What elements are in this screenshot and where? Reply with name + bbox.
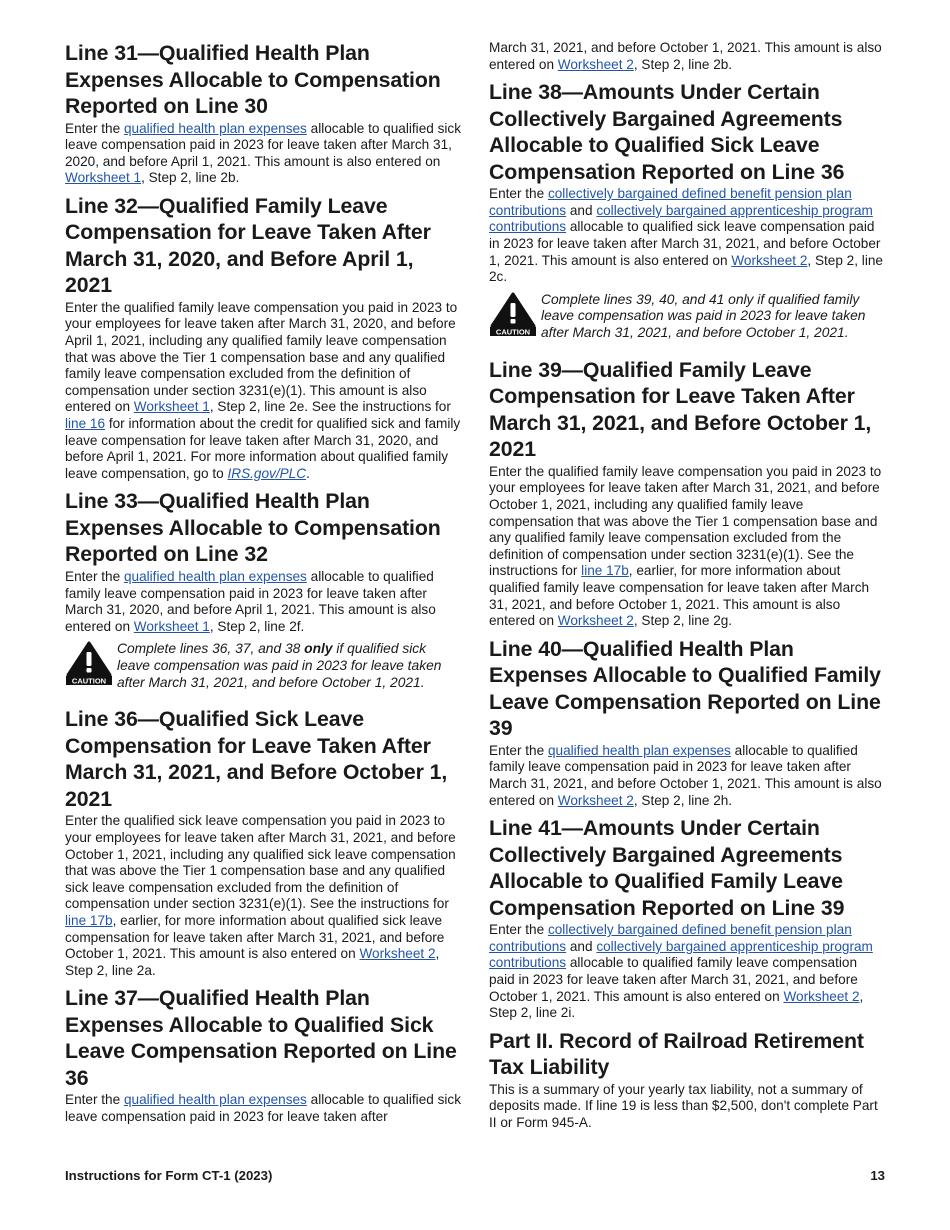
body-part-ii: This is a summary of your yearly tax liability, not a summary of deposits made. If line 19 is less than $2,500, don't complete Part II or Form 945-A. — [489, 1081, 878, 1130]
link-cb-pension-contributions[interactable]: collectively bargained defined benefit pension plan contributions — [489, 186, 852, 218]
link-worksheet-2[interactable]: Worksheet 2 — [557, 792, 634, 808]
link-qualified-health-plan-expenses[interactable]: qualified health plan expenses — [123, 120, 307, 136]
body-line-31: Enter the qualified health plan expenses allocable to qualified sick leave compensation paid in 2023 for leave taken after March 31, 2020, and before April 1, 2021. This amount is also entered on Worksheet 1, Step 2, line 2b. — [65, 120, 462, 186]
caution-note-lines-39-41 — [489, 292, 885, 342]
body-line-39: Enter the qualified family leave compensation you paid in 2023 to your employees for leave taken after March 31, 2021, and before October 1, 2021, including any qualified family leave compensation that was above the Tier 1 compensation base and any qualified family leave compensation excluded from the definition of compensation under section 3231(e)(1). See the instructions for line 17b, earlier, for more information about qualified family leave compensation for leave taken after March 31, 2021, and before October 1, 2021. This amount is also entered on Worksheet 2, Step 2, line 2g. — [489, 463, 882, 629]
body-line-32: Enter the qualified family leave compensation you paid in 2023 to your employees for leave taken after March 31, 2020, and before April 1, 2021, including any qualified family leave compensation that was above the Tier 1 compensation base and any qualified family leave compensation excluded from the definition of compensation under section 3231(e)(1). This amount is also entered on Worksheet 1, Step 2, line 2e. See the instructions for line 16 for information about the credit for qualified sick and family leave compensation for leave taken after March 31, 2020, and before April 1, 2021. For more information about qualified family leave compensation, go to IRS.gov/PLC. — [65, 299, 461, 481]
caution-note-lines-36-38 — [65, 641, 461, 691]
link-cb-apprenticeship-contributions[interactable]: collectively bargained apprenticeship program contributions — [489, 202, 873, 235]
heading-line-39: Line 39—Qualified Family Leave Compensation for Leave Taken After March 31, 2021, and Before October 1, 2021 — [489, 357, 872, 462]
section-line-40 — [489, 636, 885, 809]
page-footer — [65, 1168, 885, 1183]
body-line-33: Enter the qualified health plan expenses allocable to qualified family leave compensation paid in 2023 for leave taken after March 31, 2020, and before April 1, 2021. This amount is also entered on Worksheet 1, Step 2, line 2f. — [65, 568, 436, 634]
link-line-16[interactable]: line 16 — [65, 416, 106, 432]
link-worksheet-2[interactable]: Worksheet 2 — [359, 946, 436, 962]
caution-triangle-icon — [65, 640, 113, 686]
caution-text: Complete lines 36, 37, and 38 only if qualified sick leave compensation was paid in 2023 for leave taken after March 31, 2021, and before October 1, 2021. — [117, 641, 442, 690]
section-line-38 — [489, 79, 885, 286]
link-worksheet-2[interactable]: Worksheet 2 — [557, 56, 634, 72]
body-line-36: Enter the qualified sick leave compensation you paid in 2023 to your employees for leave taken after March 31, 2021, and before October 1, 2021, including any qualified sick leave compensation that was above the Tier 1 compensation base and any qualified sick leave compensation excluded from the definition of compensation under section 3231(e)(1). See the instructions for line 17b, earlier, for more information about qualified sick leave compensation for leave taken after March 31, 2021, and before October 1, 2021. This amount is also entered on Worksheet 2, Step 2, line 2a. — [65, 813, 456, 978]
heading-line-36: Line 36—Qualified Sick Leave Compensation for Leave Taken After March 31, 2021, and Before October 1, 2021 — [65, 707, 448, 811]
section-line-31 — [65, 40, 461, 187]
caution-label: CAUTION — [495, 327, 531, 337]
heading-line-33: Line 33—Qualified Health Plan Expenses Allocable to Compensation Reported on Line 32 — [65, 489, 441, 567]
section-line-41 — [489, 815, 885, 1022]
caution-label: CAUTION — [71, 676, 107, 686]
section-line-36 — [65, 706, 461, 979]
link-worksheet-1[interactable]: Worksheet 1 — [133, 399, 210, 415]
link-worksheet-2[interactable]: Worksheet 2 — [731, 252, 808, 268]
body-line-38: Enter the collectively bargained defined benefit pension plan contributions and collectively bargained apprenticeship program contributions allocable to qualified sick leave compensation paid in 2023 for leave taken after March 31, 2021, and before October 1, 2021. This amount is also entered on Worksheet 2, Step 2, line 2c. — [489, 186, 883, 285]
heading-line-32: Line 32—Qualified Family Leave Compensation for Leave Taken After March 31, 2020, and Before April 1, 2021 — [65, 193, 431, 298]
section-part-ii — [489, 1028, 885, 1132]
heading-line-40: Line 40—Qualified Health Plan Expenses Allocable to Qualified Family Leave Compensation Reported on Line 39 — [489, 636, 881, 741]
link-worksheet-1[interactable]: Worksheet 1 — [133, 618, 210, 634]
link-worksheet-2[interactable]: Worksheet 2 — [557, 613, 634, 629]
page-number: 13 — [870, 1168, 885, 1183]
link-worksheet-2[interactable]: Worksheet 2 — [783, 988, 860, 1004]
left-column — [65, 40, 461, 1132]
link-qualified-health-plan-expenses[interactable]: qualified health plan expenses — [547, 742, 731, 758]
footer-title: Instructions for Form CT-1 (2023) — [65, 1168, 273, 1183]
heading-line-41: Line 41—Amounts Under Certain Collectively Bargained Agreements Allocable to Qualified Family Leave Compensation Reported on Line 39 — [489, 816, 845, 920]
body-line-41: Enter the collectively bargained defined benefit pension plan contributions and collectively bargained apprenticeship program contributions allocable to qualified family leave compensation paid in 2023 for leave taken after March 31, 2021, and before October 1, 2021. This amount is also entered on Worksheet 2, Step 2, line 2i. — [489, 922, 873, 1021]
caution-triangle-icon — [489, 291, 537, 337]
link-irs-gov-plc[interactable]: IRS.gov/PLC — [227, 465, 307, 481]
link-qualified-health-plan-expenses[interactable]: qualified health plan expenses — [123, 568, 307, 584]
heading-part-ii: Part II. Record of Railroad Retirement Tax Liability — [489, 1028, 864, 1080]
section-line-37 — [65, 985, 461, 1125]
body-line-40: Enter the qualified health plan expenses allocable to qualified family leave compensation paid in 2023 for leave taken after March 31, 2021, and before October 1, 2021. This amount is also entered on Worksheet 2, Step 2, line 2h. — [489, 742, 882, 808]
heading-line-31: Line 31—Qualified Health Plan Expenses Allocable to Compensation Reported on Line 30 — [65, 41, 441, 118]
section-line-39 — [489, 357, 885, 630]
link-line-17b[interactable]: line 17b — [581, 563, 629, 579]
heading-line-38: Line 38—Amounts Under Certain Collectively Bargained Agreements Allocable to Qualified Sick Leave Compensation Reported on Line 36 — [489, 80, 845, 184]
link-cb-pension-contributions[interactable]: collectively bargained defined benefit pension plan contributions — [489, 922, 852, 954]
link-line-17b[interactable]: line 17b — [65, 912, 113, 928]
link-worksheet-1[interactable]: Worksheet 1 — [65, 170, 142, 186]
body-line-37: Enter the qualified health plan expenses allocable to qualified sick leave compensation paid in 2023 for leave taken after — [65, 1092, 462, 1124]
right-column — [489, 40, 885, 1138]
section-line-33 — [65, 488, 461, 635]
link-qualified-health-plan-expenses[interactable]: qualified health plan expenses — [123, 1092, 307, 1108]
link-cb-apprenticeship-contributions[interactable]: collectively bargained apprenticeship program contributions — [489, 938, 873, 971]
heading-line-37: Line 37—Qualified Health Plan Expenses Allocable to Qualified Sick Leave Compensation Reported on Line 36 — [65, 986, 457, 1090]
caution-text: Complete lines 39, 40, and 41 only if qualified family leave compensation was paid in 2023 for leave taken after March 31, 2021, and before October 1, 2021. — [541, 291, 866, 341]
section-line-32 — [65, 193, 461, 483]
body-line-37-continued: March 31, 2021, and before October 1, 2021. This amount is also entered on Worksheet 2, Step 2, line 2b. — [489, 40, 882, 72]
